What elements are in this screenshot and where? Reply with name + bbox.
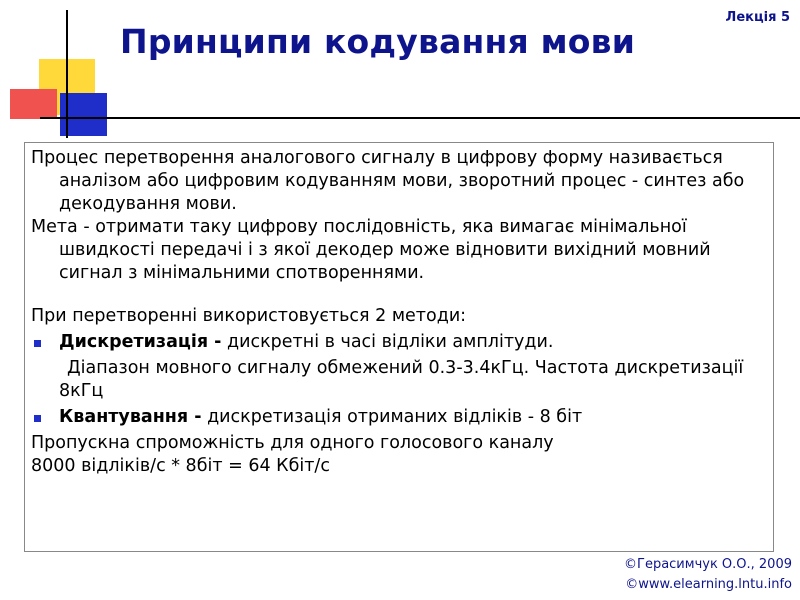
copyright-author: ©Герасимчук О.О., 2009 (624, 557, 792, 572)
paragraph-range-note: Діапазон мовного сигналу обмежений 0.3-3.4кГц. Частота дискретизації 8кГц (59, 358, 744, 401)
bullet-text: дискретизація отриманих відліків - 8 біт (201, 407, 583, 427)
paragraph-goal: Мета - отримати таку цифрову послідовність, яка вимагає мінімальної швидкості передачі і з якої декодер може відновити вихідний мовний сигнал з мінімальними спотвореннями. (31, 217, 711, 283)
spacer (31, 285, 767, 305)
lecture-number: Лекція 5 (725, 10, 790, 25)
bullet-item-sampling (31, 331, 767, 354)
paragraph-formula: 8000 відліків/с * 8біт = 64 Кбіт/с (31, 456, 330, 476)
paragraph-methods-intro: При перетворенні використовується 2 методи: (31, 306, 467, 326)
paragraph-throughput: Пропускна спроможність для одного голосового каналу (31, 433, 554, 453)
bullet-text: дискретні в часі відліки амплітуди. (221, 332, 554, 352)
copyright-site: ©www.elearning.lntu.info (625, 577, 792, 592)
bullet-term: Дискретизація - (59, 332, 222, 352)
bullet-term: Квантування - (59, 407, 202, 427)
square-bullet-icon (34, 415, 41, 422)
bullet-item-quantization (31, 406, 767, 429)
paragraph-definition: Процес перетворення аналогового сигналу в цифрову форму називається аналізом або цифровим кодуванням мови, зворотний процес - синтез або декодування мови. (31, 148, 745, 214)
slide-title: Принципи кодування мови (120, 22, 636, 61)
square-bullet-icon (34, 340, 41, 347)
decor-red-rectangle (10, 89, 57, 119)
content-box (24, 142, 774, 552)
decor-horizontal-line (40, 117, 800, 119)
